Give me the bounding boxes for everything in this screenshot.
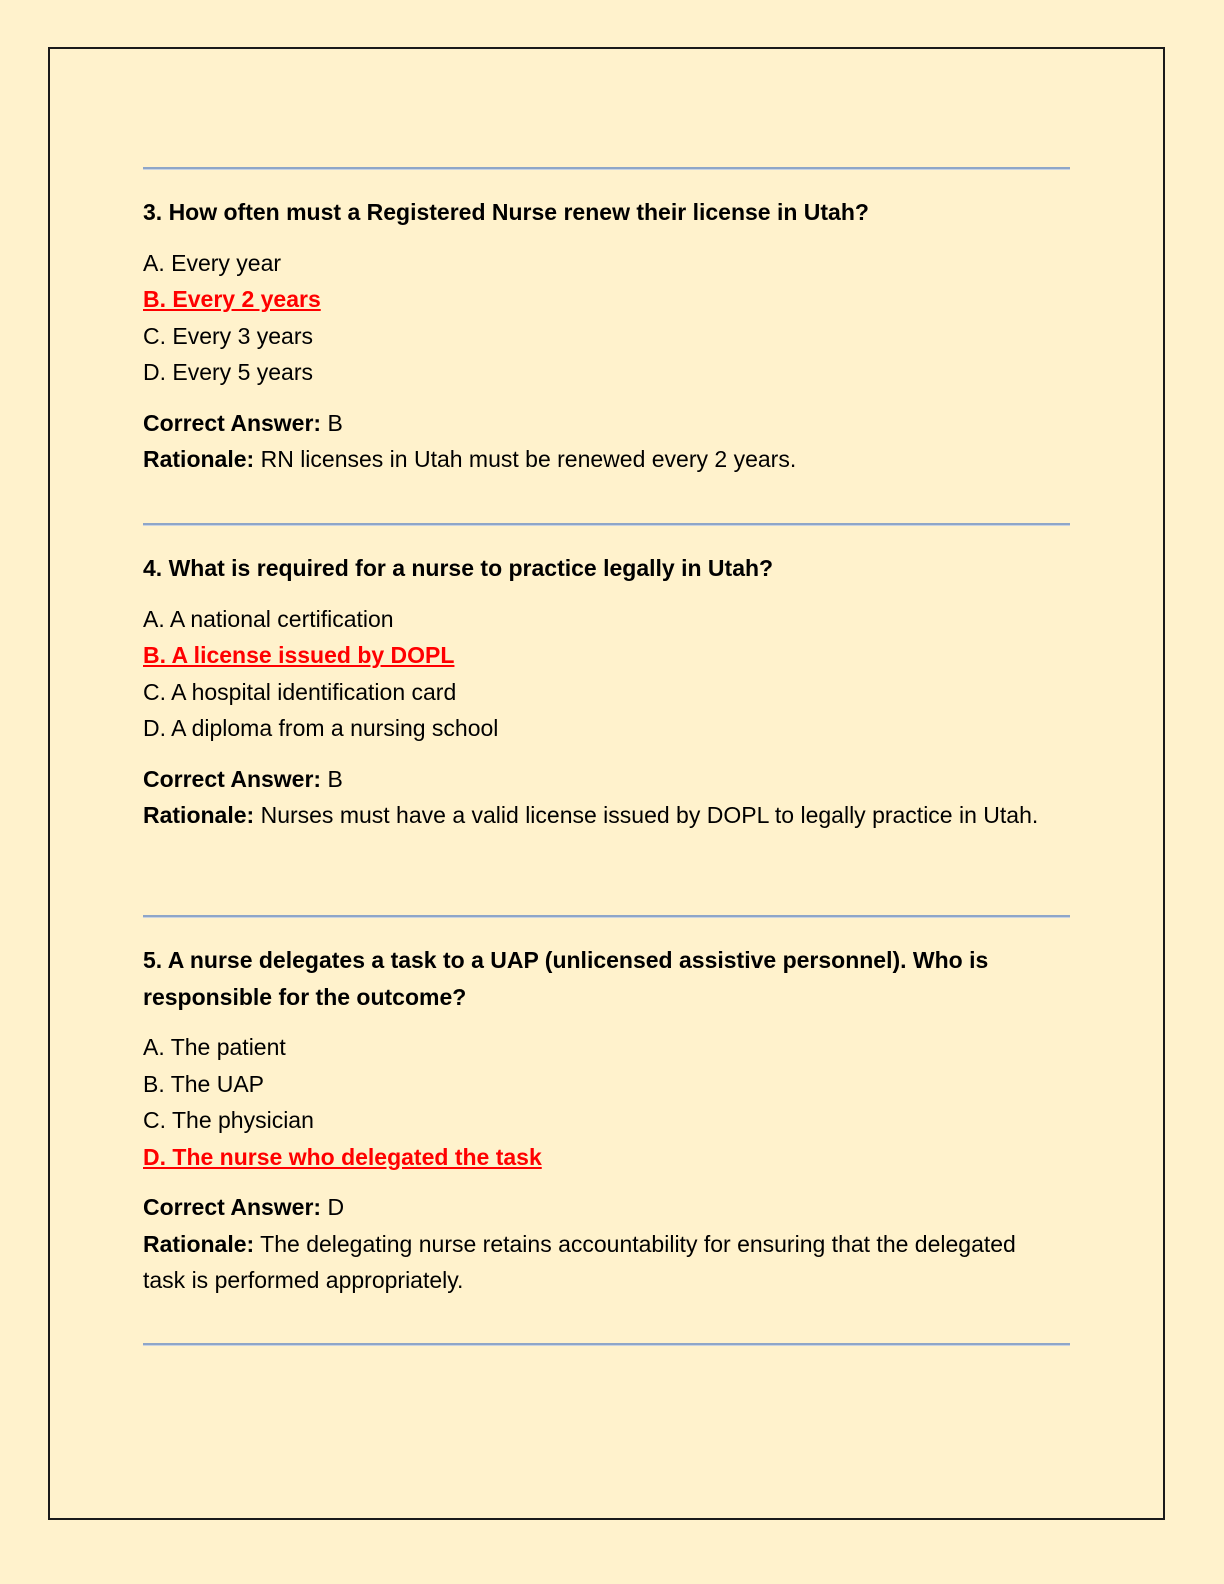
option-a: A. Every year bbox=[143, 249, 282, 276]
option-d: D. Every 5 years bbox=[143, 359, 313, 385]
option-b-correct: B. Every 2 years bbox=[143, 286, 321, 312]
rationale-label: Rationale: bbox=[143, 802, 255, 828]
rationale-label: Rationale: bbox=[143, 1230, 255, 1257]
option-b: B. The UAP bbox=[143, 1070, 265, 1097]
option-a: A. A national certification bbox=[143, 605, 394, 632]
correct-answer-value: D bbox=[327, 1194, 345, 1220]
rationale bbox=[143, 441, 1053, 478]
rationale bbox=[143, 1226, 1053, 1299]
divider bbox=[143, 915, 1070, 918]
option-b-correct: B. A license issued by DOPL bbox=[143, 642, 455, 668]
correct-answer-label: Correct Answer: bbox=[143, 409, 322, 436]
divider bbox=[143, 523, 1070, 526]
question-block-4 bbox=[143, 550, 1053, 834]
question-text: 4. What is required for a nurse to practice legally in Utah? bbox=[143, 555, 774, 581]
rationale-text: Nurses must have a valid license issued by DOPL to legally practice in Utah. bbox=[260, 802, 1039, 828]
option-a: A. The patient bbox=[143, 1034, 286, 1060]
options-list bbox=[143, 245, 1053, 391]
question-block-3 bbox=[143, 194, 1053, 478]
question-text: 3. How often must a Registered Nurse renew their license in Utah? bbox=[143, 199, 869, 225]
divider bbox=[143, 167, 1070, 170]
correct-answer-label: Correct Answer: bbox=[143, 765, 322, 792]
rationale-text: RN licenses in Utah must be renewed every 2 years. bbox=[260, 446, 797, 472]
correct-answer-value: B bbox=[327, 765, 343, 792]
option-d-correct: D. The nurse who delegated the task bbox=[143, 1143, 542, 1170]
correct-answer bbox=[143, 1189, 1053, 1226]
correct-answer bbox=[143, 761, 1053, 798]
rationale bbox=[143, 797, 1053, 834]
question-block-5 bbox=[143, 942, 1053, 1299]
option-d: D. A diploma from a nursing school bbox=[143, 715, 499, 741]
divider bbox=[143, 1343, 1070, 1346]
correct-answer bbox=[143, 405, 1053, 442]
options-list bbox=[143, 601, 1053, 747]
option-c: C. A hospital identification card bbox=[143, 678, 457, 705]
options-list bbox=[143, 1029, 1053, 1175]
rationale-text: The delegating nurse retains accountability for ensuring that the delegated task is performed appropriately. bbox=[143, 1230, 1016, 1293]
correct-answer-label: Correct Answer: bbox=[143, 1194, 322, 1220]
rationale-label: Rationale: bbox=[143, 446, 255, 472]
option-c: C. The physician bbox=[143, 1107, 314, 1133]
question-text: 5. A nurse delegates a task to a UAP (unlicensed assistive personnel). Who is responsible for the outcome? bbox=[143, 947, 989, 1010]
option-c: C. Every 3 years bbox=[143, 322, 313, 349]
correct-answer-value: B bbox=[327, 409, 343, 436]
